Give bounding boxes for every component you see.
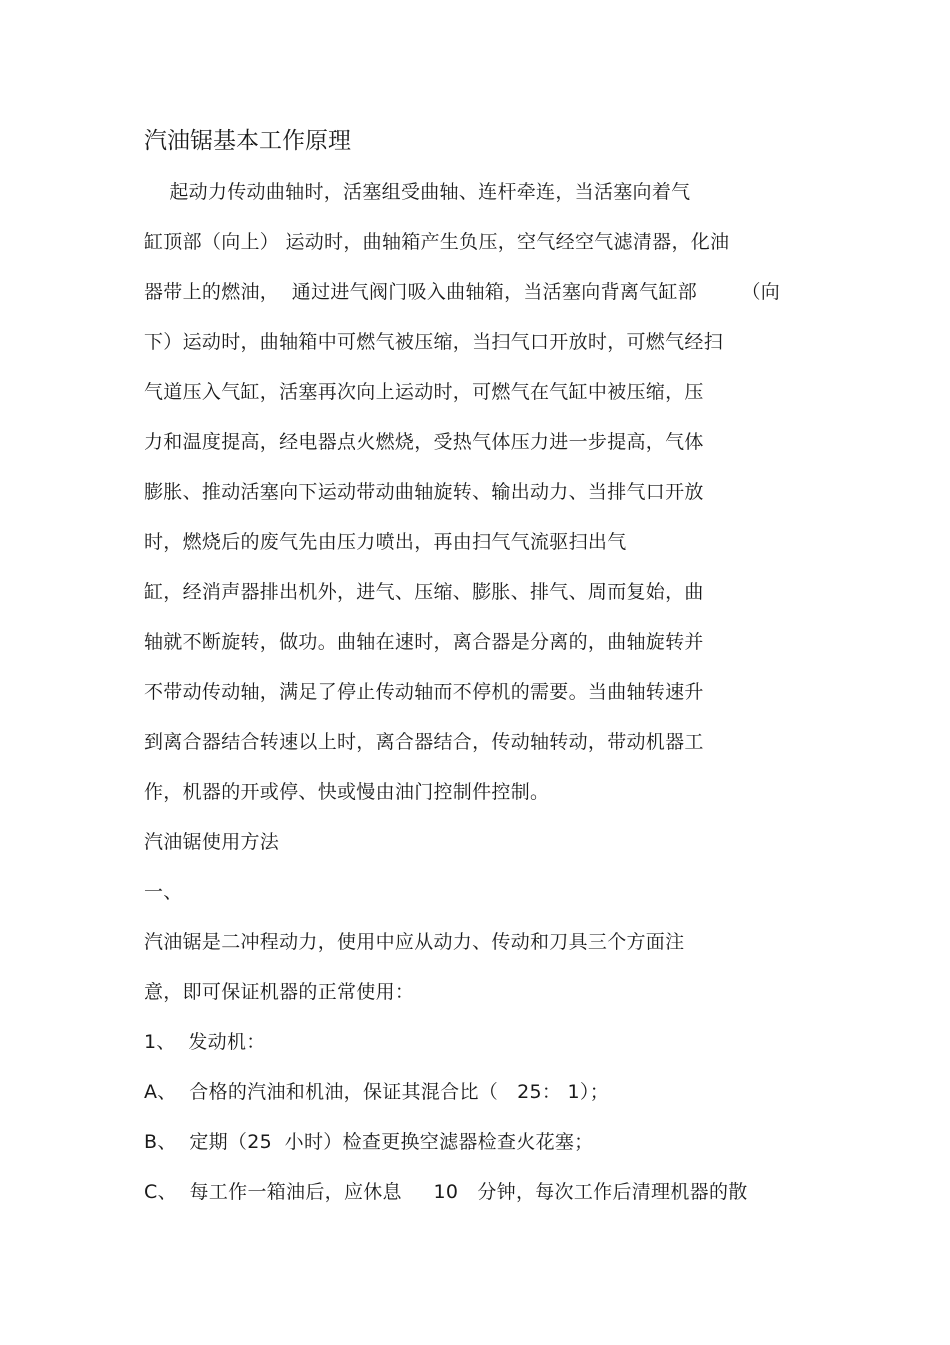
paragraph-line: 时，燃烧后的废气先由压力喷出，再由扫气气流驱扫出气 bbox=[144, 531, 627, 553]
paragraph-line: 缸顶部（向上） 运动时，曲轴箱产生负压，空气经空气滤清器，化油 bbox=[144, 231, 730, 253]
paragraph-line: 力和温度提高，经电器点火燃烧，受热气体压力进一步提高，气体 bbox=[144, 431, 704, 453]
paragraph-line: 不带动传动轴，满足了停止传动轴而不停机的需要。当曲轴转速升 bbox=[144, 681, 704, 703]
document-title: 汽油锯基本工作原理 bbox=[144, 128, 351, 154]
paragraph-line: 器带上的燃油， 通过进气阀门吸入曲轴箱，当活塞向背离气缸部 （向 bbox=[144, 281, 781, 303]
list-item: C、 每工作一箱油后，应休息 10 分钟，每次工作后清理机器的散 bbox=[144, 1181, 748, 1203]
paragraph-line: 气道压入气缸，活塞再次向上运动时，可燃气在气缸中被压缩，压 bbox=[144, 381, 704, 403]
section-heading: 汽油锯使用方法 bbox=[144, 831, 280, 853]
paragraph-line: 缸，经消声器排出机外，进气、压缩、膨胀、排气、周而复始，曲 bbox=[144, 581, 704, 603]
paragraph-line: 作，机器的开或停、快或慢由油门控制件控制。 bbox=[144, 781, 550, 803]
paragraph-line: 起动力传动曲轴时，活塞组受曲轴、连杆牵连，当活塞向着气 bbox=[144, 181, 691, 203]
list-item: A、 合格的汽油和机油，保证其混合比（ 25： 1）； bbox=[144, 1081, 610, 1103]
paragraph-line: 汽油锯是二冲程动力，使用中应从动力、传动和刀具三个方面注 bbox=[144, 931, 685, 953]
paragraph-line: 下）运动时，曲轴箱中可燃气被压缩，当扫气口开放时，可燃气经扫 bbox=[144, 331, 724, 353]
list-item: B、 定期（25 小时）检查更换空滤器检查火花塞； bbox=[144, 1131, 594, 1153]
paragraph-line: 到离合器结合转速以上时，离合器结合，传动轴转动，带动机器工 bbox=[144, 731, 704, 753]
list-item: 1、 发动机： bbox=[144, 1031, 266, 1053]
section-number: 一、 bbox=[144, 881, 183, 903]
paragraph-line: 意，即可保证机器的正常使用： bbox=[144, 981, 415, 1003]
paragraph-line: 轴就不断旋转，做功。曲轴在速时，离合器是分离的，曲轴旋转并 bbox=[144, 631, 704, 653]
paragraph-line: 膨胀、推动活塞向下运动带动曲轴旋转、输出动力、当排气口开放 bbox=[144, 481, 704, 503]
